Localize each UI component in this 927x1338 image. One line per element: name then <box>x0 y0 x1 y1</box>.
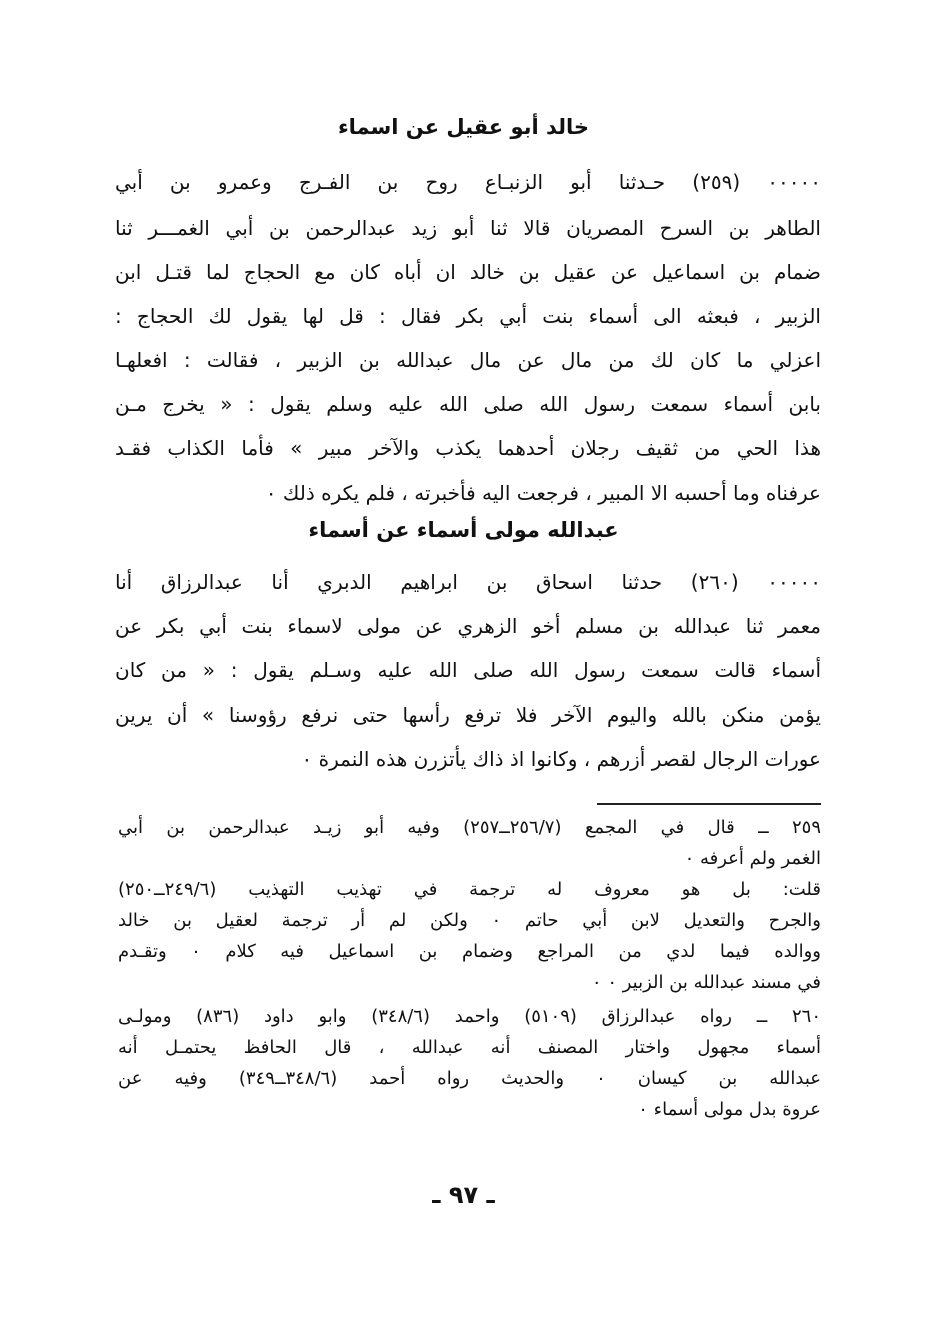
footnote-259-line: الغمر ولم أعرفه ٠ <box>684 848 821 869</box>
text-line: بابن أسماء سمعت رسول الله صلى الله عليه وسلم يقول : « يخرج مـن <box>115 392 821 416</box>
section-heading-khalid: خالد أبو عقيل عن اسماء <box>337 115 590 139</box>
text-line: عورات الرجال لقصر أزرهم ، وكانوا اذ ذاك يأتزرن هذه النمرة ٠ <box>301 747 821 771</box>
page-number: ـ ٩٧ ـ <box>432 1181 495 1209</box>
text-line: ٠٠٠٠٠ (٢٥٩) حـدثنا أبو الزنبـاع روح بن الفـرج وعمرو بن أبي <box>115 170 821 194</box>
text-line: هذا الحي من ثقيف رجلان أحدهما يكذب والآخر مبير » فأما الكذاب فقـد <box>115 436 821 460</box>
footnote-divider <box>597 803 821 805</box>
footnote-259-line: والجرح والتعديل لابن أبي حاتم ٠ ولكن لم أر ترجمة لعقيل بن خالد <box>118 910 821 931</box>
footnote-260-line: عروة بدل مولى أسماء ٠ <box>638 1099 821 1120</box>
footnote-259-line: قلت: بل هو معروف له ترجمة في تهذيب التهذيب (٢٤٩/٦ــ٢٥٠) <box>118 879 821 900</box>
footnote-260-line: عبدالله بن كيسان ٠ والحديث رواه أحمد (٣٤٨/٦ــ٣٤٩) وفيه عن <box>118 1068 821 1089</box>
text-line: الزبير ، فبعثه الى أسماء بنت أبي بكر فقال : قل لها يقول لك الحجاج : <box>115 304 821 328</box>
text-line: ٠٠٠٠٠ (٢٦٠) حدثنا اسحاق بن ابراهيم الدبري أنا عبدالرزاق أنا <box>115 570 821 594</box>
text-line: الطاهر بن السرح المصريان قالا ثنا أبو زيد عبدالرحمن بن أبي الغمـــر ثنا <box>115 216 821 240</box>
footnote-259-line: ووالده فيما لدي من المراجع وضمام بن اسماعيل فيه كلام ٠ وتقـدم <box>118 941 821 962</box>
footnote-260-line: أسماء مجهول واختار المصنف أنه عبدالله ، قال الحافظ يحتمـل أنه <box>118 1037 821 1058</box>
text-line: يؤمن منكن بالله واليوم الآخر فلا ترفع رأسها حتى نرفع رؤوسنا » أن يرين <box>115 703 821 727</box>
footnote-259-line: ٢٥٩ ــ قال في المجمع (٢٥٦/٧ــ٢٥٧) وفيه أبو زيـد عبدالرحمن بن أبي <box>118 817 821 838</box>
section-heading-abdullah: عبدالله مولى أسماء عن أسماء <box>308 518 619 542</box>
text-line: أسماء قالت سمعت رسول الله صلى الله عليه وسـلم يقول : « من كان <box>115 658 821 682</box>
footnote-259-line: في مسند عبدالله بن الزبير ٠ ٠ <box>591 972 821 993</box>
text-line: ضمام بن اسماعيل عن عقيل بن خالد ان أباه كان مع الحجاج لما قتـل ابن <box>115 260 821 284</box>
text-line: معمر ثنا عبدالله بن مسلم أخو الزهري عن مولى لاسماء بنت أبي بكر عن <box>115 614 821 638</box>
footnote-260-line: ٢٦٠ ــ رواه عبدالرزاق (٥١٠٩) واحمد (٣٤٨/٦) وابو داود (٨٣٦) ومولـى <box>118 1006 821 1027</box>
text-line: اعزلي ما كان لك من مال عن مال عبدالله بن الزبير ، فقالت : افعلهـا <box>115 348 821 372</box>
text-line: عرفناه وما أحسبه الا المبير ، فرجعت اليه فأخبرته ، فلم يكره ذلك ٠ <box>265 481 821 505</box>
